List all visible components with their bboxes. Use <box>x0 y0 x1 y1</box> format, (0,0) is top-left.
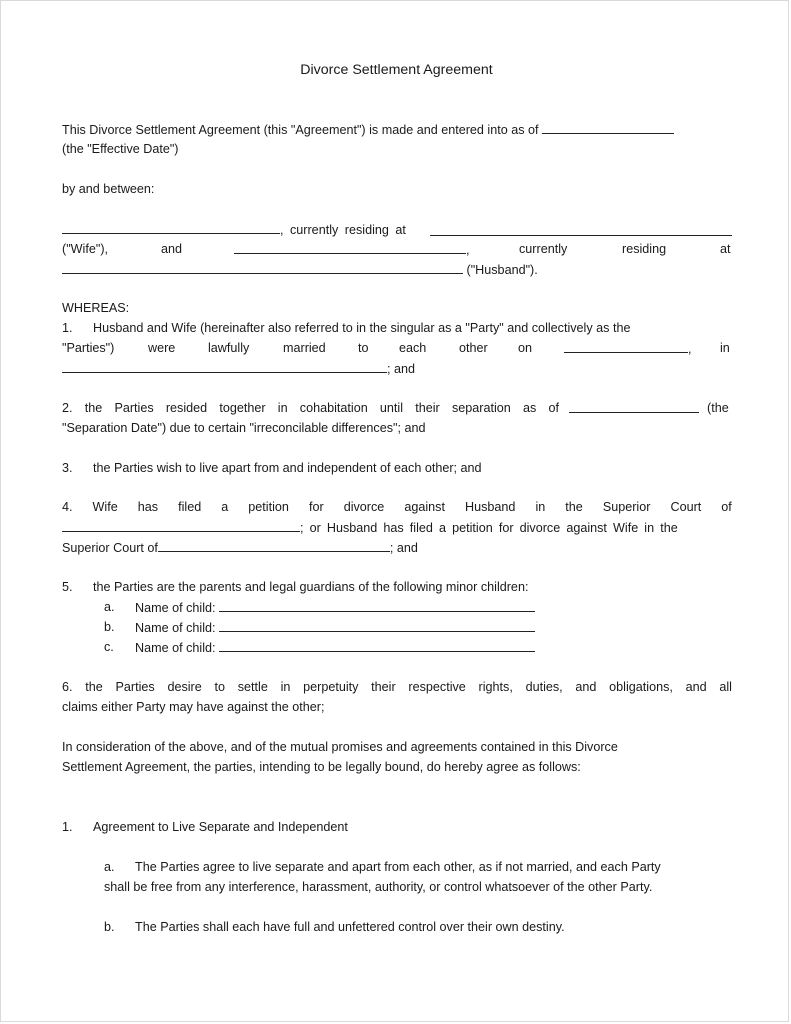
item6-word: settle <box>237 680 268 694</box>
section1a-line1: The Parties agree to live separate and apart from each other, as if not married, and each Party <box>135 860 661 874</box>
item1-num: 1. <box>62 321 73 335</box>
section1-heading: Agreement to Live Separate and Independent <box>93 820 348 834</box>
item4-line1 <box>62 499 732 515</box>
document-title: Divorce Settlement Agreement <box>300 62 493 78</box>
child-letter: b. <box>104 620 115 634</box>
item4-word: has <box>137 500 159 514</box>
residing-label: residing <box>622 242 667 256</box>
item4-word: the <box>565 500 583 514</box>
item4-word: 4. <box>62 500 73 514</box>
item1-word: "Parties") <box>62 341 115 355</box>
item4-word: a <box>221 500 229 514</box>
wife-name-blank <box>62 221 280 234</box>
item1-word: were <box>148 341 176 355</box>
consideration-line2: Settlement Agreement, the parties, intending to be legally bound, do hereby agree as follows: <box>62 760 581 774</box>
item6-word: perpetuity <box>303 680 359 694</box>
separation-date-blank <box>569 400 699 413</box>
item4-word: of <box>721 500 732 514</box>
item6-word: to <box>214 680 225 694</box>
item6-word: their <box>371 680 396 694</box>
marriage-place-line: ; and <box>62 360 415 377</box>
item2-word: resided <box>165 401 208 415</box>
section1b-text: The Parties shall each have full and unfettered control over their own destiny. <box>135 920 565 934</box>
item4-word: in <box>535 500 546 514</box>
item2-word: 2. <box>62 401 73 415</box>
husband-address-line: ("Husband"). <box>62 261 538 278</box>
section1b-letter: b. <box>104 920 115 934</box>
item4-word: divorce <box>343 500 385 514</box>
item5-text: the Parties are the parents and legal guardians of the following minor children: <box>93 580 529 594</box>
item4-word: Husband <box>464 500 516 514</box>
item4-word: petition <box>248 500 289 514</box>
husband-address-blank <box>62 261 463 274</box>
marriage-date-blank <box>564 340 688 353</box>
section1a-letter: a. <box>104 860 115 874</box>
item4-word: Superior <box>602 500 651 514</box>
child-name-blank <box>219 619 535 632</box>
by-and-between: by and between: <box>62 182 155 196</box>
the-label: (the <box>707 401 729 415</box>
item6-word: obligations, <box>609 680 673 694</box>
item2-word: cohabitation <box>299 401 368 415</box>
item2-line1 <box>62 400 559 416</box>
child-letter: c. <box>104 640 114 654</box>
child-name-blank <box>219 599 535 612</box>
item3-text: the Parties wish to live apart from and independent of each other; and <box>93 461 482 475</box>
wife-line: , currently residing at <box>62 221 732 238</box>
item6-word: in <box>280 680 291 694</box>
item6-word: the <box>85 680 103 694</box>
item6-word: Parties <box>115 680 155 694</box>
consideration-line1: In consideration of the above, and of the mutual promises and agreements contained in this Divorce <box>62 740 618 754</box>
item6-line2: claims either Party may have against the other; <box>62 700 325 714</box>
item2-word: until <box>379 401 404 415</box>
item2-word: in <box>277 401 288 415</box>
item4-word: Wife <box>92 500 118 514</box>
child-row: Name of child: <box>135 619 535 636</box>
section1a-line2: shall be free from any interference, harassment, authority, or control whatsoever of the other Party. <box>104 880 653 894</box>
item1-word: lawfully <box>208 341 250 355</box>
whereas-heading: WHEREAS: <box>62 301 130 315</box>
item6-word: 6. <box>62 680 73 694</box>
item6-word: respective <box>408 680 466 694</box>
item1-word: to <box>358 341 369 355</box>
item2-word: separation <box>451 401 511 415</box>
child-letter: a. <box>104 600 115 614</box>
item6-line1 <box>62 679 732 695</box>
in-label: in <box>720 341 730 355</box>
item6-word: duties, <box>525 680 563 694</box>
item6-word: all <box>719 680 732 694</box>
child-row: Name of child: <box>135 639 535 656</box>
section1-num: 1. <box>62 820 73 834</box>
and-label: and <box>161 242 183 256</box>
item2-word: as <box>522 401 537 415</box>
item2-word: their <box>415 401 440 415</box>
item1-line1: Husband and Wife (hereinafter also referred to in the singular as a "Party" and collectively as the <box>93 321 631 335</box>
marriage-place-blank <box>62 360 387 373</box>
item3-num: 3. <box>62 461 73 475</box>
intro-line-2: (the "Effective Date") <box>62 142 179 156</box>
item4-word: against <box>404 500 445 514</box>
separation-date-row <box>569 400 699 417</box>
item5-num: 5. <box>62 580 73 594</box>
marriage-date-row: , <box>564 340 692 357</box>
item1-word: on <box>518 341 533 355</box>
item1-word: each <box>399 341 427 355</box>
item2-word: Parties <box>114 401 154 415</box>
item6-word: desire <box>167 680 202 694</box>
child-row: Name of child: <box>135 599 535 616</box>
item4-word: filed <box>178 500 202 514</box>
child-name-blank <box>219 639 535 652</box>
item6-word: rights, <box>478 680 513 694</box>
court-county-blank <box>62 519 300 532</box>
item2-word: together <box>219 401 266 415</box>
item4-line3: Superior Court of ; and <box>62 541 418 555</box>
item4-word: Court <box>670 500 702 514</box>
currently-label: currently <box>519 242 568 256</box>
item4-word: for <box>308 500 324 514</box>
item4-line2: ; or Husband has filed a petition for divorce against Wife in the <box>62 519 732 536</box>
husband-name-row: , <box>234 241 470 258</box>
item2-word: the <box>84 401 103 415</box>
wife-address-blank <box>430 223 732 236</box>
effective-date-blank <box>542 121 674 134</box>
intro-line-1: This Divorce Settlement Agreement (this "Agreement") is made and entered into as of <box>62 121 674 138</box>
wife-label: ("Wife"), <box>62 242 109 256</box>
item1-word: married <box>283 341 326 355</box>
item2-line2: "Separation Date") due to certain "irreconcilable differences"; and <box>62 421 426 435</box>
husband-name-blank <box>234 241 466 254</box>
at-label: at <box>720 242 731 256</box>
superior-court-blank <box>158 539 390 552</box>
item6-word: and <box>575 680 597 694</box>
item6-word: and <box>685 680 707 694</box>
item1-word: other <box>459 341 488 355</box>
item2-word: of <box>548 401 559 415</box>
